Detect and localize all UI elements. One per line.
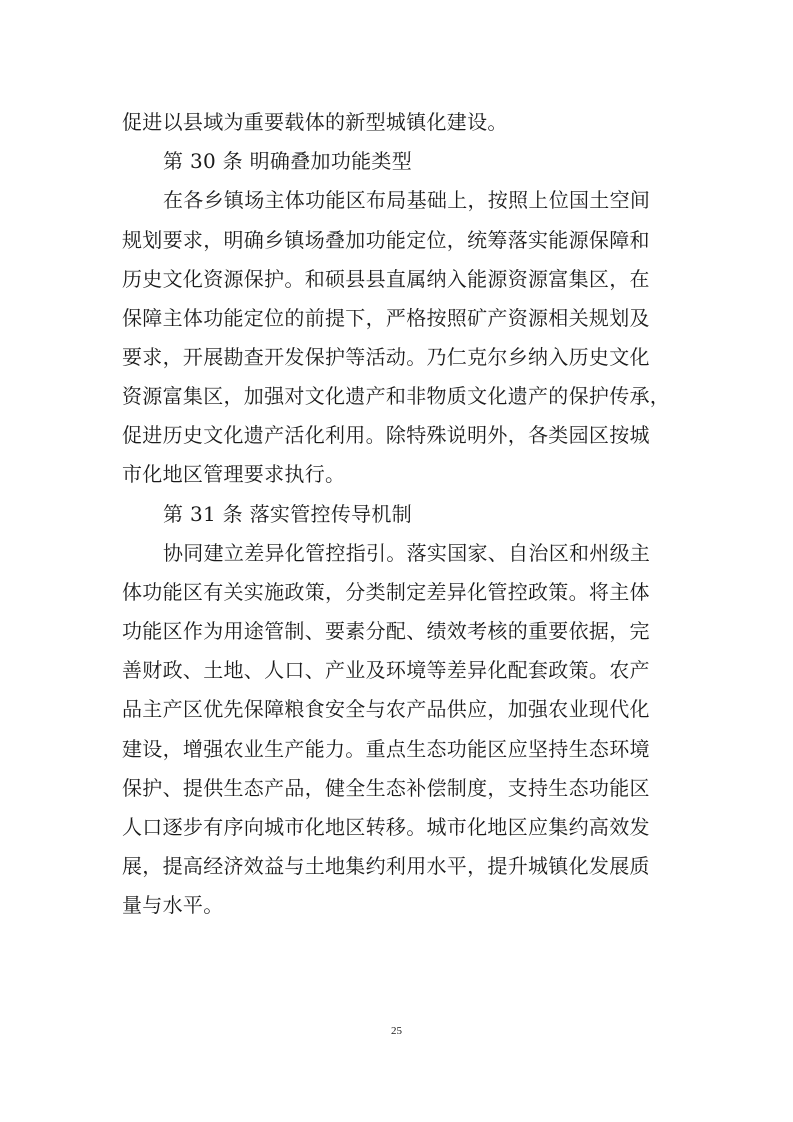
- article-heading-30: 第 30 条 明确叠加功能类型: [163, 149, 413, 173]
- body-text-line: 要求，开展勘查开发保护等活动。乃仁克尔乡纳入历史文化: [122, 345, 650, 369]
- body-text-line: 体功能区有关实施政策，分类制定差异化管控政策。将主体: [122, 580, 650, 604]
- body-text-line: 历史文化资源保护。和硕县县直属纳入能源资源富集区，在: [122, 267, 650, 291]
- body-text-line: 促进历史文化遗产活化利用。除特殊说明外，各类园区按城: [122, 423, 650, 447]
- body-text-line: 资源富集区，加强对文化遗产和非物质文化遗产的保护传承，: [122, 384, 671, 408]
- paragraph-first-line: 在各乡镇场主体功能区布局基础上，按照上位国土空间: [163, 188, 651, 212]
- body-text-line: 量与水平。: [122, 893, 224, 917]
- body-text-line: 保护、提供生态产品，健全生态补偿制度，支持生态功能区: [122, 776, 650, 800]
- paragraph-first-line: 协同建立差异化管控指引。落实国家、自治区和州级主: [163, 541, 651, 565]
- body-text-line: 品主产区优先保障粮食安全与农产品供应，加强农业现代化: [122, 697, 650, 721]
- article-heading-31: 第 31 条 落实管控传导机制: [163, 502, 413, 526]
- body-text-line: 功能区作为用途管制、要素分配、绩效考核的重要依据，完: [122, 619, 650, 643]
- body-text-line: 展，提高经济效益与土地集约利用水平，提升城镇化发展质: [122, 854, 650, 878]
- body-text-line: 保障主体功能定位的前提下，严格按照矿产资源相关规划及: [122, 306, 650, 330]
- page-number: 25: [391, 1025, 402, 1037]
- body-text-line: 人口逐步有序向城市化地区转移。城市化地区应集约高效发: [122, 815, 650, 839]
- body-text-line: 市化地区管理要求执行。: [122, 462, 346, 486]
- body-text-line: 善财政、土地、人口、产业及环境等差异化配套政策。农产: [122, 658, 650, 682]
- body-text-line: 规划要求，明确乡镇场叠加功能定位，统筹落实能源保障和: [122, 228, 650, 252]
- body-text-line: 建设，增强农业生产能力。重点生态功能区应坚持生态环境: [122, 737, 650, 761]
- body-text-line: 促进以县域为重要载体的新型城镇化建设。: [122, 110, 508, 134]
